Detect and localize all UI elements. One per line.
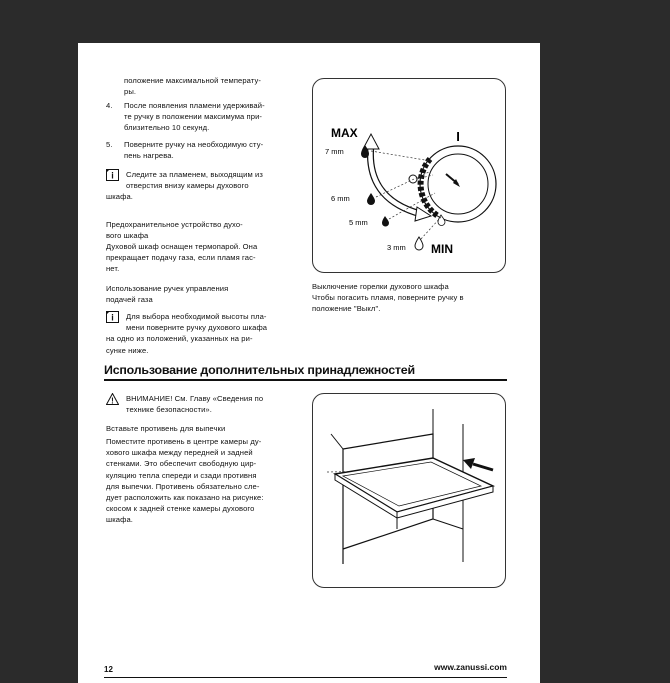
flame-outline-icon <box>415 237 423 250</box>
text-line: нет. <box>106 264 120 274</box>
text-line: близительно 10 секунд. <box>124 123 210 133</box>
arrow-left-icon <box>463 458 493 470</box>
text-line: на одно из положений, указанных на ри- <box>106 334 253 344</box>
safety-heading <box>106 219 243 241</box>
manual-page <box>78 43 540 683</box>
text-line: положение максимальной температу- <box>124 76 262 85</box>
text-line: ВНИМАНИЕ! См. Главу «Сведения по <box>126 394 264 403</box>
off-label: I <box>456 129 460 144</box>
page-number: 12 <box>104 665 113 674</box>
knob-diagram <box>313 79 505 272</box>
svg-text:i: i <box>111 312 114 323</box>
tray-figure <box>312 393 506 588</box>
text-line: скосом к задней стенке камеры духового <box>106 504 255 514</box>
footer-divider <box>104 677 507 678</box>
text-line: Следите за пламенем, выходящим из <box>126 170 263 179</box>
min-label: MIN <box>431 242 453 256</box>
label-5mm: 5 mm <box>349 218 368 227</box>
text-line: технике безопасности». <box>126 405 212 415</box>
text-line: дует расположить как показано на рисунке: <box>106 493 264 503</box>
off-instructions <box>312 281 464 315</box>
text-line: отверстия внизу камеры духового <box>126 181 249 191</box>
text-line: Предохранительное устройство духо- <box>106 220 243 229</box>
section-divider <box>104 379 507 381</box>
text-line: Для выбора необходимой высоты пла- <box>126 312 267 321</box>
text-line: стенками. Это обеспечит свободную цир- <box>106 459 257 469</box>
intro-text <box>124 75 261 97</box>
svg-text:i: i <box>111 170 114 181</box>
text-line: положение "Выкл". <box>312 304 381 314</box>
flame-icon <box>382 216 389 227</box>
step-number: 5. <box>106 140 113 149</box>
label-7mm: 7 mm <box>325 147 344 156</box>
text-line: сунке ниже. <box>106 345 149 355</box>
text-line: Поверните ручку на необходимую сту- <box>124 140 264 149</box>
step-number: 4. <box>106 101 113 110</box>
small-flame-icon <box>409 175 417 183</box>
text-line: мени поверните ручку духового шкафа <box>126 323 268 333</box>
tray-text <box>106 436 264 526</box>
text-line: хового шкафа между передней и задней <box>106 448 253 458</box>
text-line: пень нагрева. <box>124 151 174 161</box>
label-6mm: 6 mm <box>331 194 350 203</box>
text-line: куляцию тепла спереди и сзади противня <box>106 470 257 480</box>
text-line: вого шкафа <box>106 231 149 241</box>
flame-icon <box>367 193 375 205</box>
text-line: те ручку в положении максимума при- <box>124 112 263 122</box>
svg-text:!: ! <box>111 396 114 405</box>
text-line: для выпечки. Противень обязательно сле- <box>106 481 260 491</box>
tray-diagram <box>313 394 505 587</box>
text-line: ры. <box>124 87 137 97</box>
off-heading: Выключение горелки духового шкафа <box>312 282 449 291</box>
text-line: Использование ручек управления <box>106 284 229 293</box>
text-line: прекращает подачу газа, если пламя гас- <box>106 253 256 263</box>
note-flame <box>106 169 263 203</box>
text-line: шкафа. <box>106 515 133 525</box>
warning-note <box>106 393 263 415</box>
label-3mm: 3 mm <box>387 243 406 252</box>
text-line: Чтобы погасить пламя, поверните ручку в <box>312 293 464 303</box>
text-line: шкафа. <box>106 192 133 202</box>
step-5 <box>106 139 263 161</box>
safety-text <box>106 241 257 275</box>
knob-heading <box>106 283 228 305</box>
text-line: Духовой шкаф оснащен термопарой. Она <box>106 242 258 251</box>
text-line: подачей газа <box>106 295 153 305</box>
knob-figure <box>312 78 506 273</box>
text-line: Поместите противень в центре камеры ду- <box>106 437 262 446</box>
note-knob <box>106 311 267 356</box>
text-line: После появления пламени удерживай- <box>124 101 265 110</box>
max-label: MAX <box>331 126 358 140</box>
tray-heading: Вставьте противень для выпечки <box>106 424 226 433</box>
section-title: Использование дополнительных принадлежностей <box>104 363 415 377</box>
step-4 <box>106 100 265 134</box>
website-link: www.zanussi.com <box>434 662 507 672</box>
